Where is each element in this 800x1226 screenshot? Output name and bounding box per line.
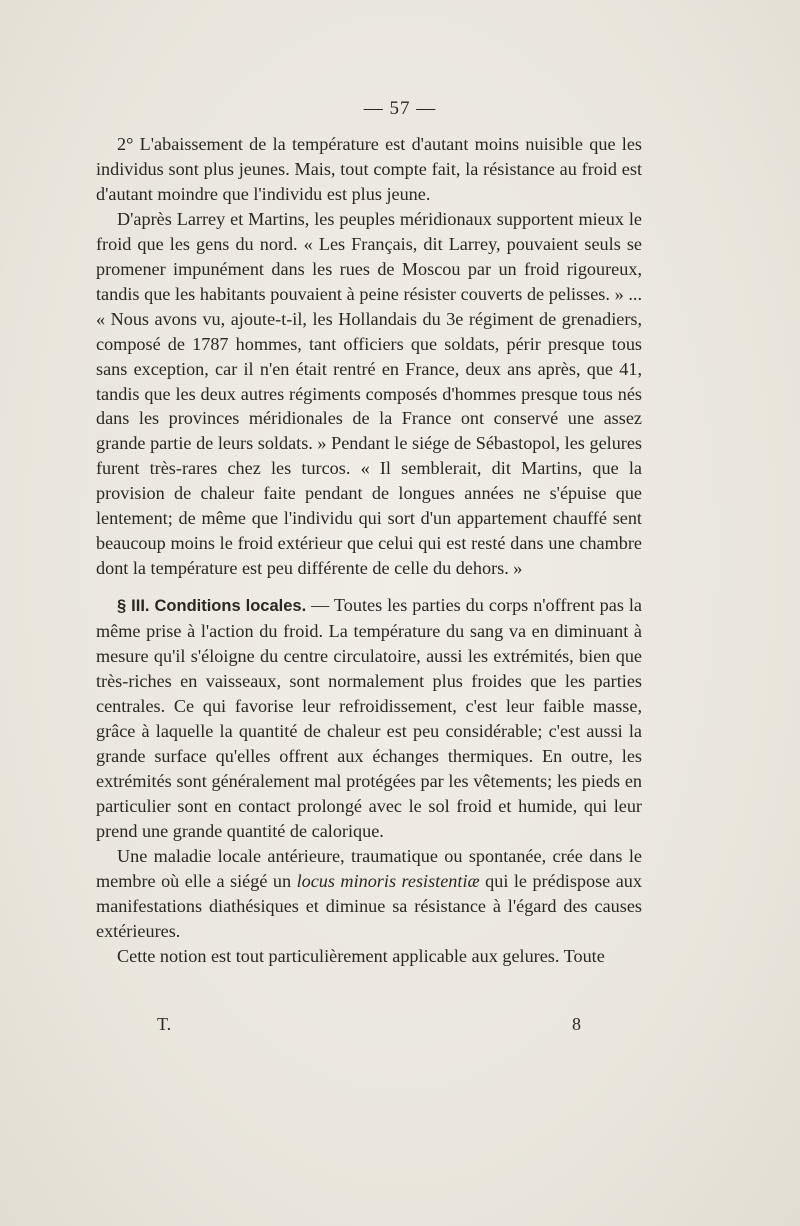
section-text: — Toutes les parties du corps n'offrent pas la même prise à l'action du froid. La température du sang va en diminuant à mesure qu'il s'éloigne du centre circulatoire, aussi les extrémités, bien que très-riches en vaisseaux, sont normalement plus froides que les parties centrales. Ce qui favorise leur refroidissement, c'est leur faible masse, grâce à laquelle la quantité de chaleur est peu considérable; c'est aussi la grande surface qu'elles offrent aux échanges thermiques. En outre, les extrémités sont généralement mal protégées par les vêtements; les pieds en particulier sont en contact prolongé avec le sol froid et humide, qui leur prend une grande quantité de calorique. <box>96 595 642 841</box>
section-paragraph <box>96 593 642 844</box>
text-run: qui le prédispose aux manifestations diathésiques et diminue sa résistance à l'égard des causes extérieures. <box>96 870 642 941</box>
paragraph <box>96 844 642 944</box>
signature-mark: T. <box>157 1014 172 1034</box>
paragraph: Cette notion est tout particulièrement applicable aux gelures. Toute <box>117 945 605 966</box>
signature-number: 8 <box>572 1014 581 1034</box>
latin-phrase: locus minoris resistentiæ <box>296 870 480 891</box>
text-run: Une maladie locale antérieure, traumatique ou spontanée, crée dans le membre où elle a siégé un <box>96 845 642 891</box>
body-text <box>96 132 642 968</box>
paragraph: 2° L'abaissement de la température est d'autant moins nuisible que les individus sont plus jeunes. Mais, tout compte fait, la résistance au froid est d'autant moindre que l'individu est plus jeune. <box>96 134 642 204</box>
section-title: § III. Conditions locales. <box>117 597 307 616</box>
page-number: — 57 — <box>363 98 437 119</box>
paragraph: D'après Larrey et Martins, les peuples méridionaux supportent mieux le froid que les gens du nord. « Les Français, dit Larrey, pouvaient seuls se promener impunément dans les rues de Moscou par un froid rigoureux, tandis que les habitants pouvaient à peine résister couverts de pelisses. » ... « Nous avons vu, ajoute-t-il, les Hollandais du 3e régiment de grenadiers, composé de 1787 hommes, tant officiers que soldats, périr presque tous sans exception, car il n'en était rentré en France, deux ans après, que 41, tandis que les deux autres régiments composés d'hommes presque tous nés dans les provinces méridionales de la France ont conservé une assez grande partie de leurs soldats. » Pendant le siége de Sébastopol, les gelures furent très-rares chez les turcos. « Il semblerait, dit Martins, que la provision de chaleur faite pendant de longues années ne s'épuise que lentement; de même que l'individu qui sort d'un appartement chauffé sent beaucoup moins le froid extérieur que celui qui est resté dans une chambre dont la température est peu différente de celle du dehors. » <box>96 208 642 579</box>
signature-line <box>157 1014 581 1035</box>
